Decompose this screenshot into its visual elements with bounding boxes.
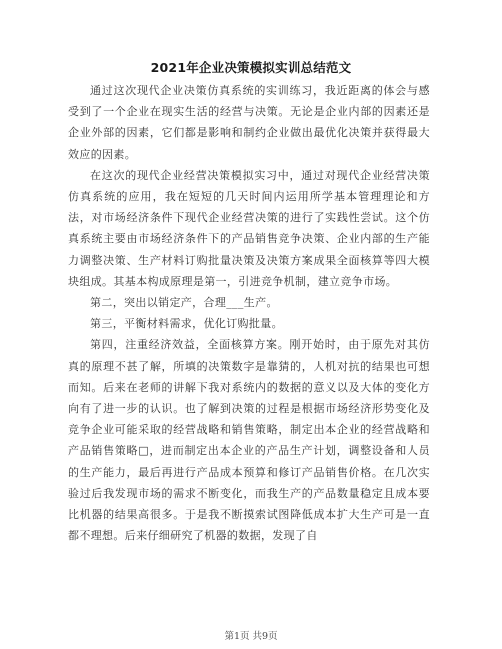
- paragraph: 第四，注重经济效益，全面核算方案。刚开始时，由于原先对其仿真的原理不甚了解，所填的决策数字是靠猜的，人机对抗的结果也可想而知。后来在老师的讲解下我对系统内的数据的意义以及大体的变化方向有了进一步的认识。也了解到决策的过程是根据市场经济形势变化及竞争企业可能采取的经营战略和销售策略，制定出本企业的经营战略和产品销售策略□，进而制定出本企业的产品生产计划，调整设备和人员的生产能力，最后再进行产品成本预算和修订产品销售价格。在几次实验过后我发现市场的需求不断变化，而我生产的产品数量稳定且成本要比机器的结果高很多。于是我不断摸索试图降低成本扩大生产可是一直都不理想。后来仔细研究了机器的数据，发现了自: [68, 338, 430, 543]
- paragraph: 第二，突出以销定产，合理___生产。: [90, 296, 278, 310]
- document-body: [68, 80, 430, 546]
- page-number: 第1页 共9页: [224, 631, 278, 642]
- paragraph: 在这次的现代企业经营决策模拟实习中，通过对现代企业经营决策仿真系统的应用，我在短短的几天时间内运用所学基本管理理论和方法，对市场经济条件下现代企业经营决策的进行了实践性尝试。这个仿真系统主要由市场经济条件下的产品销售竞争决策、企业内部的生产能力调整决策、生产材料订购批量决策及决策方案成果全面核算等四大模块组成。其基本构成原理是第一，引进竞争机制，建立竞争市场。: [68, 168, 430, 288]
- document-title: 2021年企业决策模拟实训总结范文: [150, 60, 352, 75]
- paragraph: 第三，平衡材料需求，优化订购批量。: [90, 317, 283, 331]
- paragraph: 通过这次现代企业决策仿真系统的实训练习，我近距离的体会与感受到了一个企业在现实生活的经营与决策。无论是企业内部的因素还是企业外部的因素，它们都是影响和制约企业做出最优化决策并获得最大效应的因素。: [68, 84, 430, 161]
